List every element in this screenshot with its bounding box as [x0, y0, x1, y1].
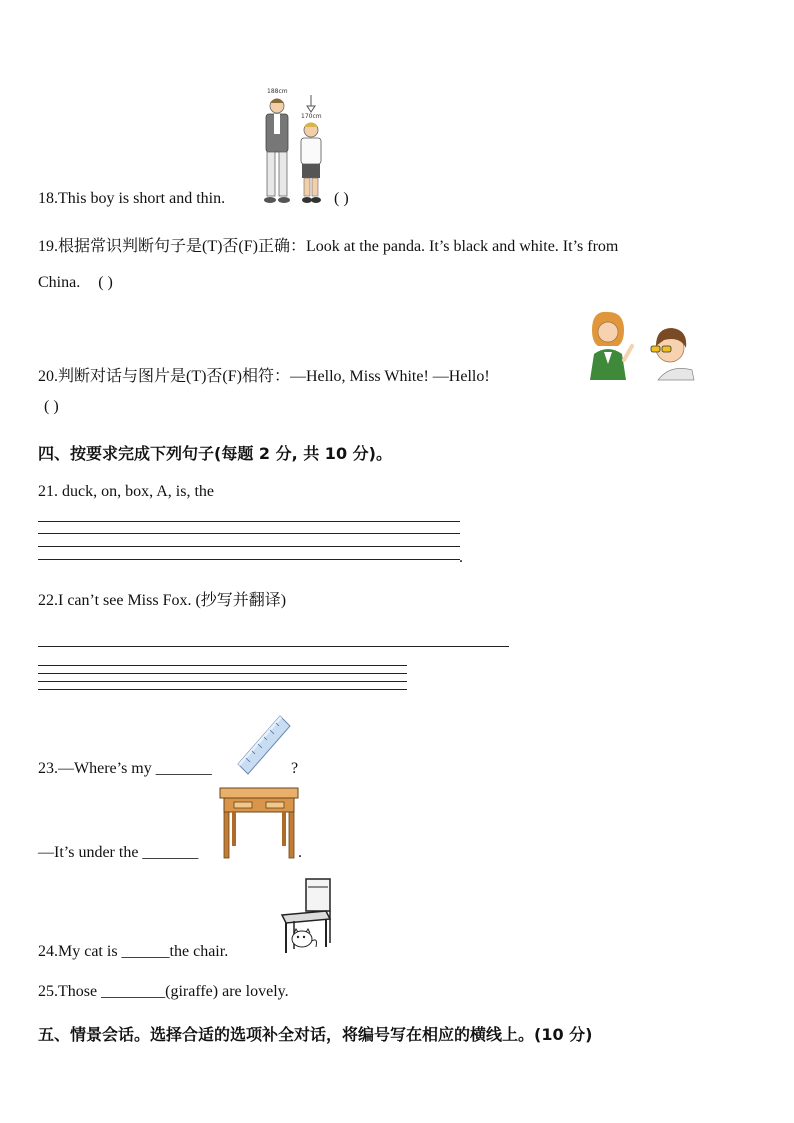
q19-china: China. — [38, 274, 81, 291]
q18-sentence: 18.This boy is short and thin. — [38, 190, 226, 207]
q18-text — [38, 190, 225, 208]
boy-with-glasses-figure — [651, 328, 694, 380]
q21-writing-line — [38, 533, 460, 534]
height-label-short: 170cm — [301, 113, 322, 120]
q23-question-mark: ? — [291, 760, 299, 777]
q22-writing-line — [38, 681, 407, 682]
q24-blank: ______ — [121, 943, 170, 960]
q24-suffix: the chair. — [169, 943, 229, 960]
section5-title: 五、情景会话。选择合适的选项补全对话，将编号写在相应的横线上。(10 分) — [38, 1025, 593, 1044]
q25-text — [38, 983, 289, 1001]
q23-under-text: —It’s under the — [38, 844, 143, 861]
q18-answer-paren: ( ) — [334, 190, 349, 207]
greeting-illustration — [584, 308, 696, 380]
q23-blank-2: _______ — [142, 844, 199, 861]
q21-writing-line — [38, 559, 460, 560]
q19-line2 — [38, 274, 113, 292]
short-boy-figure — [301, 123, 321, 204]
q23-blank-1: _______ — [155, 760, 212, 777]
q23-question-line — [38, 760, 212, 778]
q21-writing-line — [38, 546, 460, 547]
cat-icon — [292, 929, 317, 947]
height-label-tall: 188cm — [267, 88, 288, 95]
q19-line1: 19.根据常识判断句子是(T)否(F)正确：Look at the panda. It’s black and white. It’s from — [38, 238, 619, 255]
q22-writing-line — [38, 673, 407, 674]
height-comparison-illustration — [255, 86, 335, 208]
ruler-icon — [232, 712, 294, 778]
q21-text: 21. duck, on, box, A, is, the — [38, 483, 214, 500]
q22-writing-line — [38, 665, 407, 666]
q20-answer-paren: ( ) — [44, 398, 59, 415]
q21-end-period: . — [459, 549, 463, 566]
q25-blank: ________ — [101, 983, 166, 1000]
q25-prefix: 25.Those — [38, 983, 102, 1000]
q23-answer-line — [38, 844, 198, 862]
q23-where-text: 23.—Where’s my — [38, 760, 156, 777]
tall-man-figure — [264, 99, 290, 204]
q23-period: . — [298, 844, 302, 861]
desk-icon — [218, 786, 300, 860]
q22-text: 22.I can’t see Miss Fox. (抄写并翻译) — [38, 592, 287, 609]
section4-title: 四、按要求完成下列句子(每题 2 分, 共 10 分)。 — [38, 444, 392, 463]
q19-answer-paren: ( ) — [98, 274, 113, 291]
q21-writing-line — [38, 521, 460, 522]
q25-suffix: (giraffe) are lovely. — [165, 983, 289, 1000]
down-arrow-icon — [307, 95, 315, 112]
q24-prefix: 24.My cat is — [38, 943, 122, 960]
chair-with-cat-icon — [278, 877, 334, 957]
teacher-figure — [590, 312, 632, 380]
q22-copy-line — [38, 646, 509, 647]
q20-text: 20.判断对话与图片是(T)否(F)相符：—Hello, Miss White! —Hello! — [38, 368, 490, 385]
q22-writing-line — [38, 689, 407, 690]
q24-text — [38, 943, 228, 961]
